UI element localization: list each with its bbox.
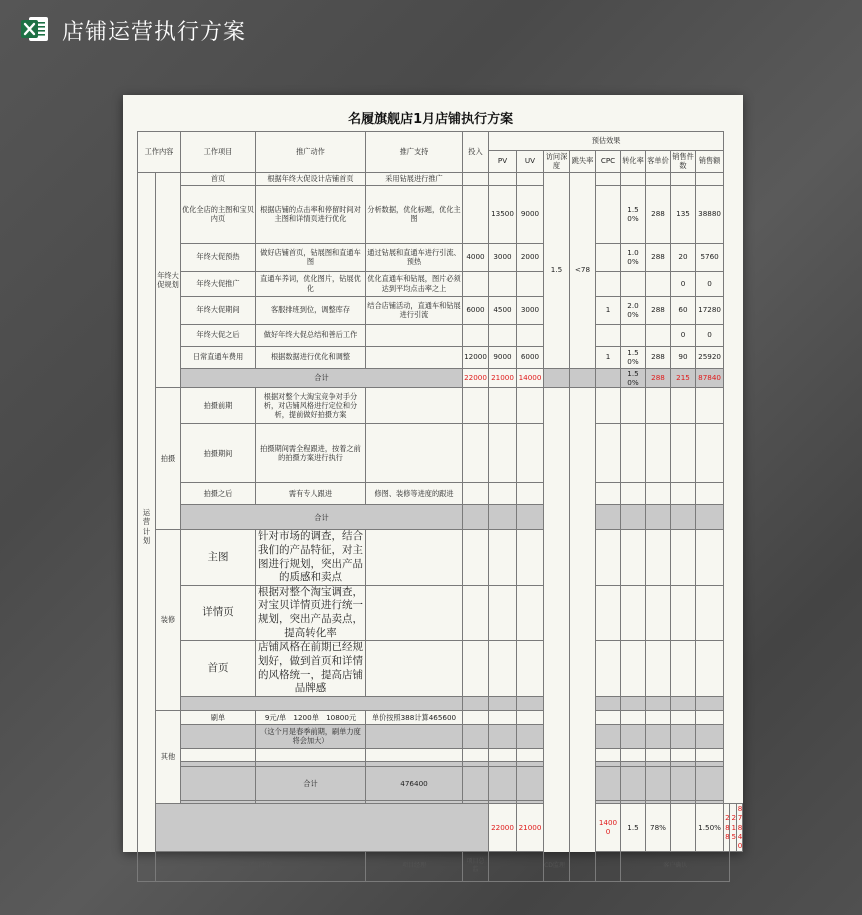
cell-support (366, 324, 463, 346)
grand-total-amount: 87840 (737, 803, 743, 851)
cell-support: 采用钻展进行推广 (366, 172, 463, 185)
cell-uv: 9000 (517, 185, 544, 243)
header-invest: 投入 (463, 131, 489, 172)
plan-table (137, 111, 743, 882)
header-sales-amount: 销售额 (696, 150, 724, 172)
grand-total-bounce: 78% (646, 803, 671, 851)
cell-action: 根据对整个大淘宝竞争对手分析，对店铺风格进行定位和分析，提前做好拍摄方案 (256, 388, 366, 424)
cell-item: 拍摄之后 (181, 483, 256, 505)
app-title: 店铺运营执行方案 (62, 20, 247, 45)
grand-total-invest: 22000 (489, 803, 517, 851)
group-label-shoot: 拍摄 (156, 388, 181, 530)
excel-icon (20, 14, 50, 44)
cell-conversion: 1.50% (621, 346, 646, 368)
cell-amount: 25920 (696, 346, 724, 368)
cell-item: 年终大促之后 (181, 324, 256, 346)
cell-invest (463, 172, 489, 185)
cell-item: 拍摄期间 (181, 424, 256, 483)
cell-action: 直通车养词，优化图片，钻展优化 (256, 271, 366, 296)
subtotal-depth (544, 368, 570, 388)
spreadsheet-page (123, 95, 743, 874)
cell-cpc (596, 271, 621, 296)
cell-qty: 60 (671, 296, 696, 324)
header-uv: UV (517, 150, 544, 172)
cell-pv: 9000 (489, 346, 517, 368)
cell-item: 首页 (181, 172, 256, 185)
cell-support (366, 346, 463, 368)
cell-depth-merged: 1.5 (544, 172, 570, 368)
cell-amount: 0 (696, 271, 724, 296)
cell-action: 需有专人跟进 (256, 483, 366, 505)
header-conversion: 转化率 (621, 150, 646, 172)
cell-conversion (621, 271, 646, 296)
subtotal-uv: 14000 (517, 368, 544, 388)
cell-item: 首页 (181, 641, 256, 697)
cell-conversion: 1.00% (621, 243, 646, 271)
cell-uv (517, 271, 544, 296)
cell-avg-price (646, 324, 671, 346)
cell-qty (671, 172, 696, 185)
cell-item: 拍摄前期 (181, 388, 256, 424)
cell-action: 拍摄期间需全程跟进，按着之前的拍摄方案进行执行 (256, 424, 366, 483)
cell-uv (517, 324, 544, 346)
section-label-operations-plan: 运 营 计 划 (138, 172, 156, 881)
grand-total-avg-price: 288 (724, 803, 730, 851)
cell-item: 日常直通车费用 (181, 346, 256, 368)
cell-cpc (596, 243, 621, 271)
subtotal-bounce (570, 368, 596, 388)
cell-action: 做好店铺首页，钻展图和直通车图 (256, 243, 366, 271)
cell-qty: 0 (671, 324, 696, 346)
other-item: 刷单 (181, 710, 256, 724)
other-total-label: 合计 (256, 766, 366, 800)
cell-support: 分析数据，优化标题，优化主图 (366, 185, 463, 243)
signature-director: 项目总监 (463, 851, 489, 881)
header-depth: 访问深度 (544, 150, 570, 172)
signature-manager: 项目经理 (366, 851, 463, 881)
header-cpc: CPC (596, 150, 621, 172)
cell-pv (489, 324, 517, 346)
grand-total-label-area (156, 803, 489, 851)
subtotal-avg-price: 288 (646, 368, 671, 388)
cell-item: 年终大促期间 (181, 296, 256, 324)
cell-support (366, 388, 463, 424)
cell-avg-price (646, 172, 671, 185)
cell-invest: 12000 (463, 346, 489, 368)
cell-uv (517, 172, 544, 185)
header-promo-support: 推广支持 (366, 131, 463, 172)
header-work-content: 工作内容 (138, 131, 181, 172)
cell-pv (489, 172, 517, 185)
cell-cpc (596, 324, 621, 346)
cell-pv: 4500 (489, 296, 517, 324)
cell-qty: 0 (671, 271, 696, 296)
cell-invest (463, 185, 489, 243)
header-promo-action: 推广动作 (256, 131, 366, 172)
cell-support: 结合店铺活动，直通车和钻展进行引流 (366, 296, 463, 324)
cell-avg-price: 288 (646, 185, 671, 243)
cell-bounce-merged: <78 (570, 172, 596, 368)
signature-lead: 项目主管 (156, 851, 366, 881)
document-title: 名履旗舰店1月店铺执行方案 (138, 111, 724, 131)
cell-action: 根据对整个淘宝调查，对宝贝详情页进行统一规划，突出产品卖点，提高转化率 (256, 585, 366, 641)
subtotal-amount: 87840 (696, 368, 724, 388)
cell-conversion (621, 324, 646, 346)
cell-cpc (596, 172, 621, 185)
cell-support (366, 424, 463, 483)
header-bounce: 跳失率 (570, 150, 596, 172)
cell-conversion (621, 172, 646, 185)
grand-total-depth: 1.5 (621, 803, 646, 851)
subtotal-label: 合计 (181, 368, 463, 388)
group-label-other: 其他 (156, 710, 181, 803)
cell-qty: 20 (671, 243, 696, 271)
cell-amount: 0 (696, 324, 724, 346)
cell-uv: 2000 (517, 243, 544, 271)
subtotal-invest: 22000 (463, 368, 489, 388)
header-work-item: 工作项目 (181, 131, 256, 172)
cell-action: 根据店铺的点击率和停留时间对主图和详情页进行优化 (256, 185, 366, 243)
cell-amount: 17280 (696, 296, 724, 324)
cell-avg-price: 288 (646, 296, 671, 324)
cell-amount: 5760 (696, 243, 724, 271)
other-note: （这个月是春季前期，刷单力度将会加大） (256, 724, 366, 748)
cell-conversion: 1.50% (621, 185, 646, 243)
cell-pv (489, 271, 517, 296)
cell-action: 客服排班到位，调整库存 (256, 296, 366, 324)
cell-cpc (596, 185, 621, 243)
signature-client: 客户确认 (621, 851, 730, 881)
group-label-decor: 装修 (156, 530, 181, 711)
cell-invest: 4000 (463, 243, 489, 271)
cell-cpc: 1 (596, 346, 621, 368)
other-action: 9元/单 1200单 10800元 (256, 710, 366, 724)
cell-item: 年终大促预热 (181, 243, 256, 271)
cell-pv: 3000 (489, 243, 517, 271)
cell-item: 优化全店的主图和宝贝内页 (181, 185, 256, 243)
cell-avg-price (646, 271, 671, 296)
other-total-value: 476400 (366, 766, 463, 800)
cell-support: 通过钻展和直通车进行引流、预热 (366, 243, 463, 271)
cell-invest (463, 324, 489, 346)
cell-invest: 6000 (463, 296, 489, 324)
cell-uv: 6000 (517, 346, 544, 368)
shoot-total-label: 合计 (181, 505, 463, 530)
app-title-bar (0, 0, 862, 58)
cell-avg-price: 288 (646, 346, 671, 368)
cell-support: 优化直通车和钻展，图片必须达到平均点击率之上 (366, 271, 463, 296)
cell-support: 修图、装修等进度的跟进 (366, 483, 463, 505)
cell-action: 做好年终大促总结和善后工作 (256, 324, 366, 346)
cell-action: 根据年终大促设计店铺首页 (256, 172, 366, 185)
cell-action: 根据数据进行优化和调整 (256, 346, 366, 368)
cell-qty: 135 (671, 185, 696, 243)
header-avg-price: 客单价 (646, 150, 671, 172)
grand-total-pv: 21000 (517, 803, 544, 851)
cell-pv: 13500 (489, 185, 517, 243)
cell-item: 年终大促推广 (181, 271, 256, 296)
subtotal-qty: 215 (671, 368, 696, 388)
cell-item: 详情页 (181, 585, 256, 641)
cell-item: 主图 (181, 530, 256, 586)
cell-uv: 3000 (517, 296, 544, 324)
other-support: 单价按照388计算465600 (366, 710, 463, 724)
cell-cpc: 1 (596, 296, 621, 324)
header-sales-qty: 销售件数 (672, 151, 694, 170)
cell-action: 针对市场的调查，结合我们的产品特征，对主图进行规划，突出产品的质感和卖点 (256, 530, 366, 586)
cell-amount: 38880 (696, 185, 724, 243)
subtotal-pv: 21000 (489, 368, 517, 388)
grand-total-uv: 14000 (596, 803, 621, 851)
header-effect-group: 预估效果 (489, 131, 724, 150)
signature-cd: CD监理 (489, 851, 621, 881)
subtotal-cpc (596, 368, 621, 388)
cell-amount (696, 172, 724, 185)
cell-action: 店铺风格在前期已经规划好，做到首页和详情的风格统一，提高店铺品牌感 (256, 641, 366, 697)
cell-conversion: 2.00% (621, 296, 646, 324)
header-pv: PV (489, 150, 517, 172)
grand-total-conversion: 1.50% (696, 803, 724, 851)
cell-avg-price: 288 (646, 243, 671, 271)
group-label-promo: 年终大促规划 (156, 172, 181, 388)
grand-total-qty: 215 (730, 803, 736, 851)
subtotal-conversion: 1.50% (621, 368, 646, 388)
cell-invest (463, 271, 489, 296)
cell-qty: 90 (671, 346, 696, 368)
